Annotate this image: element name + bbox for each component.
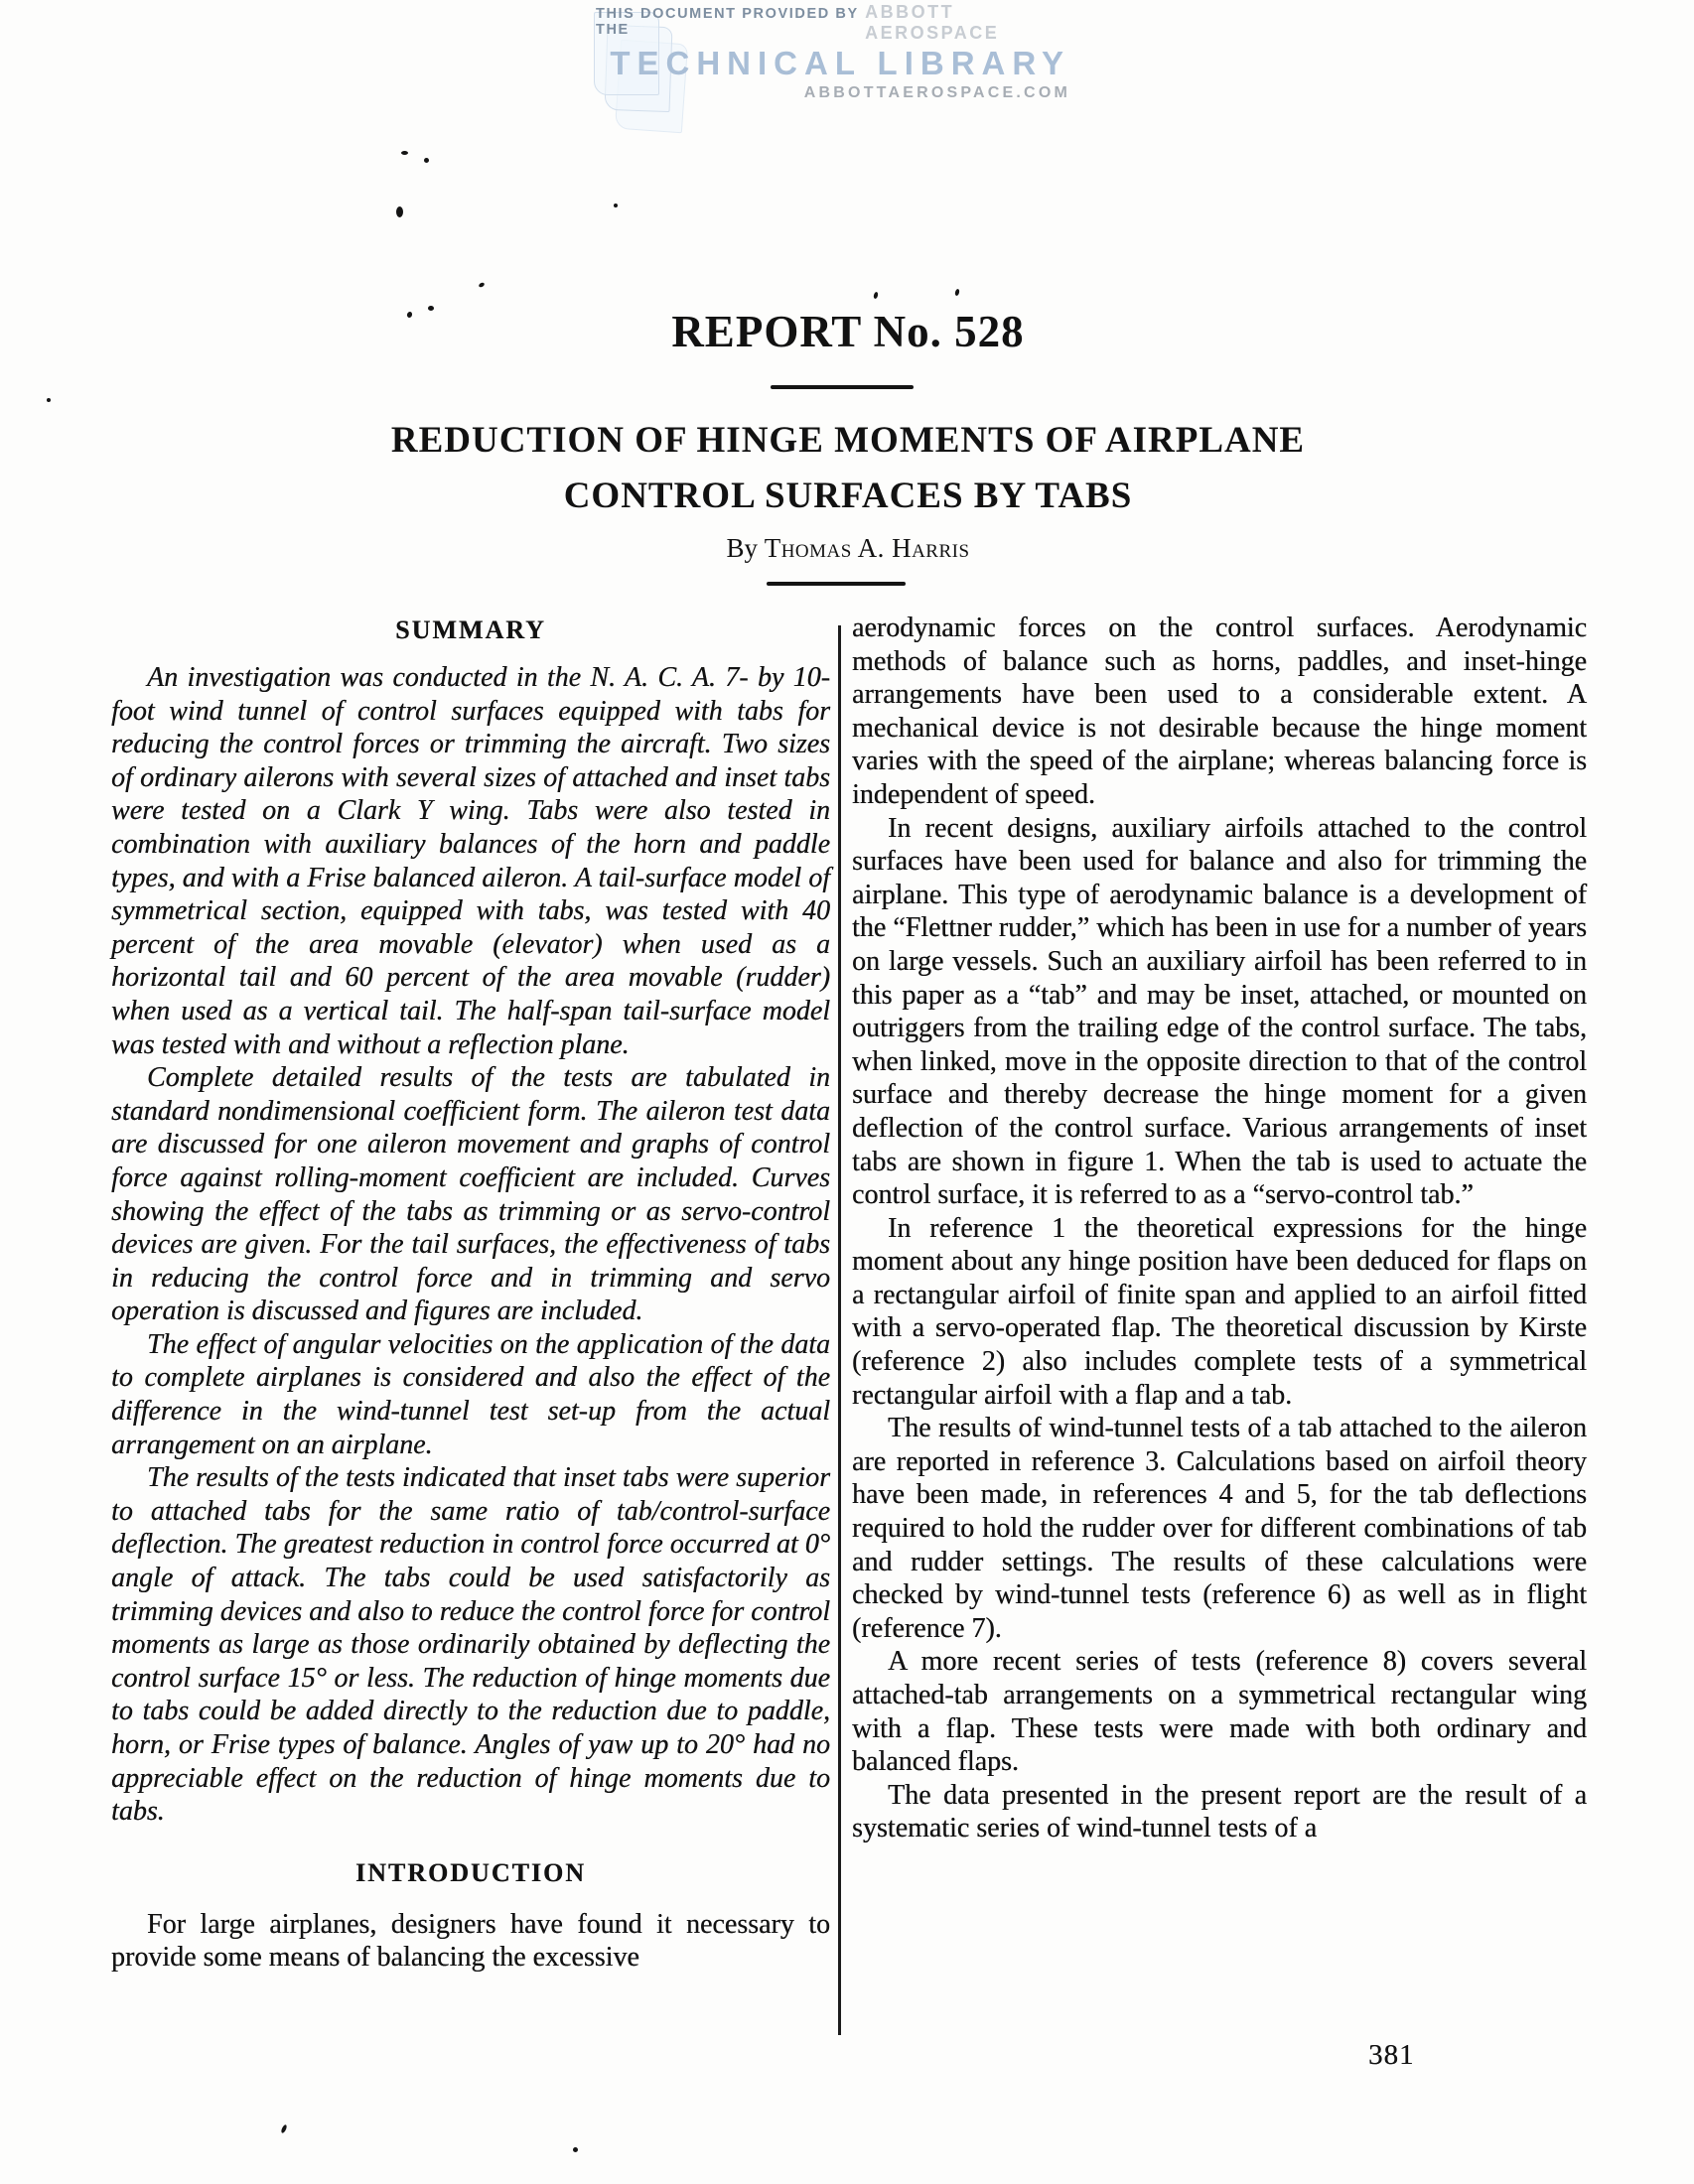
provided-by-text: THIS DOCUMENT PROVIDED BY THE	[596, 6, 859, 38]
technical-library-header	[596, 2, 1070, 102]
right-column	[852, 612, 1587, 1845]
byline-prefix: By	[726, 533, 765, 563]
body-paragraph: The data presented in the present report are the result of a systematic series of wind-tunnel tests of a	[852, 1779, 1587, 1844]
scan-artifact-dot	[478, 282, 485, 288]
byline-divider-rule	[767, 582, 906, 586]
scan-artifact-dot	[873, 292, 879, 300]
column-divider-rule	[838, 625, 841, 2035]
summary-heading: SUMMARY	[395, 615, 546, 644]
byline	[111, 533, 1585, 564]
report-title-line1: REDUCTION OF HINGE MOMENTS OF AIRPLANE	[390, 420, 1306, 461]
body-paragraph: A more recent series of tests (reference 8) covers several attached-tab arrangements on a symmetrical rectangular wing with a flap. These tests were made with both ordinary and balanced flaps.	[852, 1646, 1587, 1778]
abbott-aerospace-brand: ABBOTT AEROSPACE	[865, 2, 1000, 43]
scan-artifact-dot	[401, 151, 408, 155]
body-paragraph: aerodynamic forces on the control surfaces. Aerodynamic methods of balance such as horns, paddles, and inset-hinge arrangements have been used to a considerable extent. A mechanical device is not desirable because the hinge moment varies with the speed of the airplane; whereas balancing force is independent of speed.	[852, 613, 1587, 810]
page-number: 381	[1368, 2039, 1415, 2071]
report-number-title: REPORT No. 528	[671, 307, 1025, 356]
scan-artifact-dot	[428, 306, 434, 311]
summary-paragraph: An investigation was conducted in the N. A. C. A. 7- by 10-foot wind tunnel of control surfaces equipped with tabs for reducing the control forces or trimming the aircraft. Two sizes of ordinary ailerons with several sizes of attached and inset tabs were tested on a Clark Y wing. Tabs were also tested in combination with auxiliary balances of the horn and paddle types, and with a Frise balanced aileron. A tail-surface model of symmetrical section, equipped with tabs, was tested with 40 percent of the area movable (elevator) when used as a horizontal tail and 60 percent of the area movable (rudder) when used as a vertical tail. The half-span tail-surface model was tested with and without a reflection plane.	[111, 662, 830, 1060]
author-name: Thomas A. Harris	[764, 533, 970, 563]
scan-artifact-dot	[573, 2147, 578, 2152]
header-provided-line	[596, 2, 1070, 44]
summary-paragraph: Complete detailed results of the tests are tabulated in standard nondimensional coefficient form. The aileron test data are discussed for one aileron movement and graphs of control force against rolling-moment coefficient are included. Curves showing the effect of the tabs as trimming or as servo-control devices are given. For the tail surfaces, the effectiveness of tabs in reducing the control force and in trimming and servo operation is discussed and figures are included.	[111, 1062, 830, 1327]
summary-paragraph: The effect of angular velocities on the application of the data to complete airplanes is considered and also the effect of the difference in the wind-tunnel test set-up from the actual arrangement on an airplane.	[111, 1328, 830, 1460]
scan-artifact-dot	[280, 2124, 287, 2134]
scan-artifact-dot	[47, 398, 51, 402]
body-paragraph: In recent designs, auxiliary airfoils attached to the control surfaces have been used for balance and also for trimming the airplane. This type of aerodynamic balance is a development of the “Flettner rudder,” which has been in use for a number of years on large vessels. Such an auxiliary airfoil has been referred to in this paper as a “tab” and may be inset, attached, or mounted on outriggers from the trailing edge of the control surface. The tabs, when linked, move in the opposite direction to that of the control surface and thereby decrease the hinge moment for a given deflection of the control surface. Various arrangements of inset tabs are shown in figure 1. When the tab is used to actuate the control surface, it is referred to as a “servo-control tab.”	[852, 812, 1587, 1211]
scan-artifact-dot	[396, 206, 403, 217]
technical-library-wordmark: TECHNICAL LIBRARY	[610, 45, 1070, 81]
summary-paragraph: The results of the tests indicated that inset tabs were superior to attached tabs for the same ratio of tab/control-surface deflection. The greatest reduction in control force occurred at 0° angle of attack. The tabs could be used satisfactorily as trimming devices and also to reduce the control force for control moments as large as those ordinarily obtained by deflecting the control surface 15° or less. The reduction of hinge moments due to tabs could be added directly to the reduction due to paddle, horn, or Frise types of balance. Angles of yaw up to 20° had no appreciable effect on the reduction of hinge moments due to tabs.	[111, 1462, 830, 1828]
body-paragraph: In reference 1 the theoretical expressions for the hinge moment about any hinge position have been deduced for flaps on a rectangular airfoil of finite span and applied to an airfoil fitted with a servo-operated flap. The theoretical discussion by Kirste (reference 2) also includes complete tests of a symmetrical rectangular airfoil with a flap and a tab.	[852, 1212, 1587, 1411]
abbottaerospace-url: ABBOTTAEROSPACE.COM	[803, 84, 1070, 101]
introduction-paragraph: For large airplanes, designers have found it necessary to provide some means of balancing the excessive	[111, 1908, 830, 1974]
scan-artifact-dot	[424, 158, 429, 163]
body-paragraph: The results of wind-tunnel tests of a tab attached to the aileron are reported in reference 3. Calculations based on airfoil theory have been made, in references 4 and 5, for the tab deflections required to hold the rudder over for different combinations of tab and rudder settings. The results of these calculations were checked by wind-tunnel tests (reference 6) as well as in flight (reference 7).	[852, 1413, 1587, 1644]
scan-artifact-dot	[614, 204, 618, 207]
scan-artifact-dot	[954, 289, 960, 297]
introduction-heading: INTRODUCTION	[354, 1857, 587, 1887]
report-title-line2: CONTROL SURFACES BY TABS	[563, 476, 1133, 516]
left-column	[111, 615, 830, 1975]
title-divider-rule	[771, 385, 914, 389]
